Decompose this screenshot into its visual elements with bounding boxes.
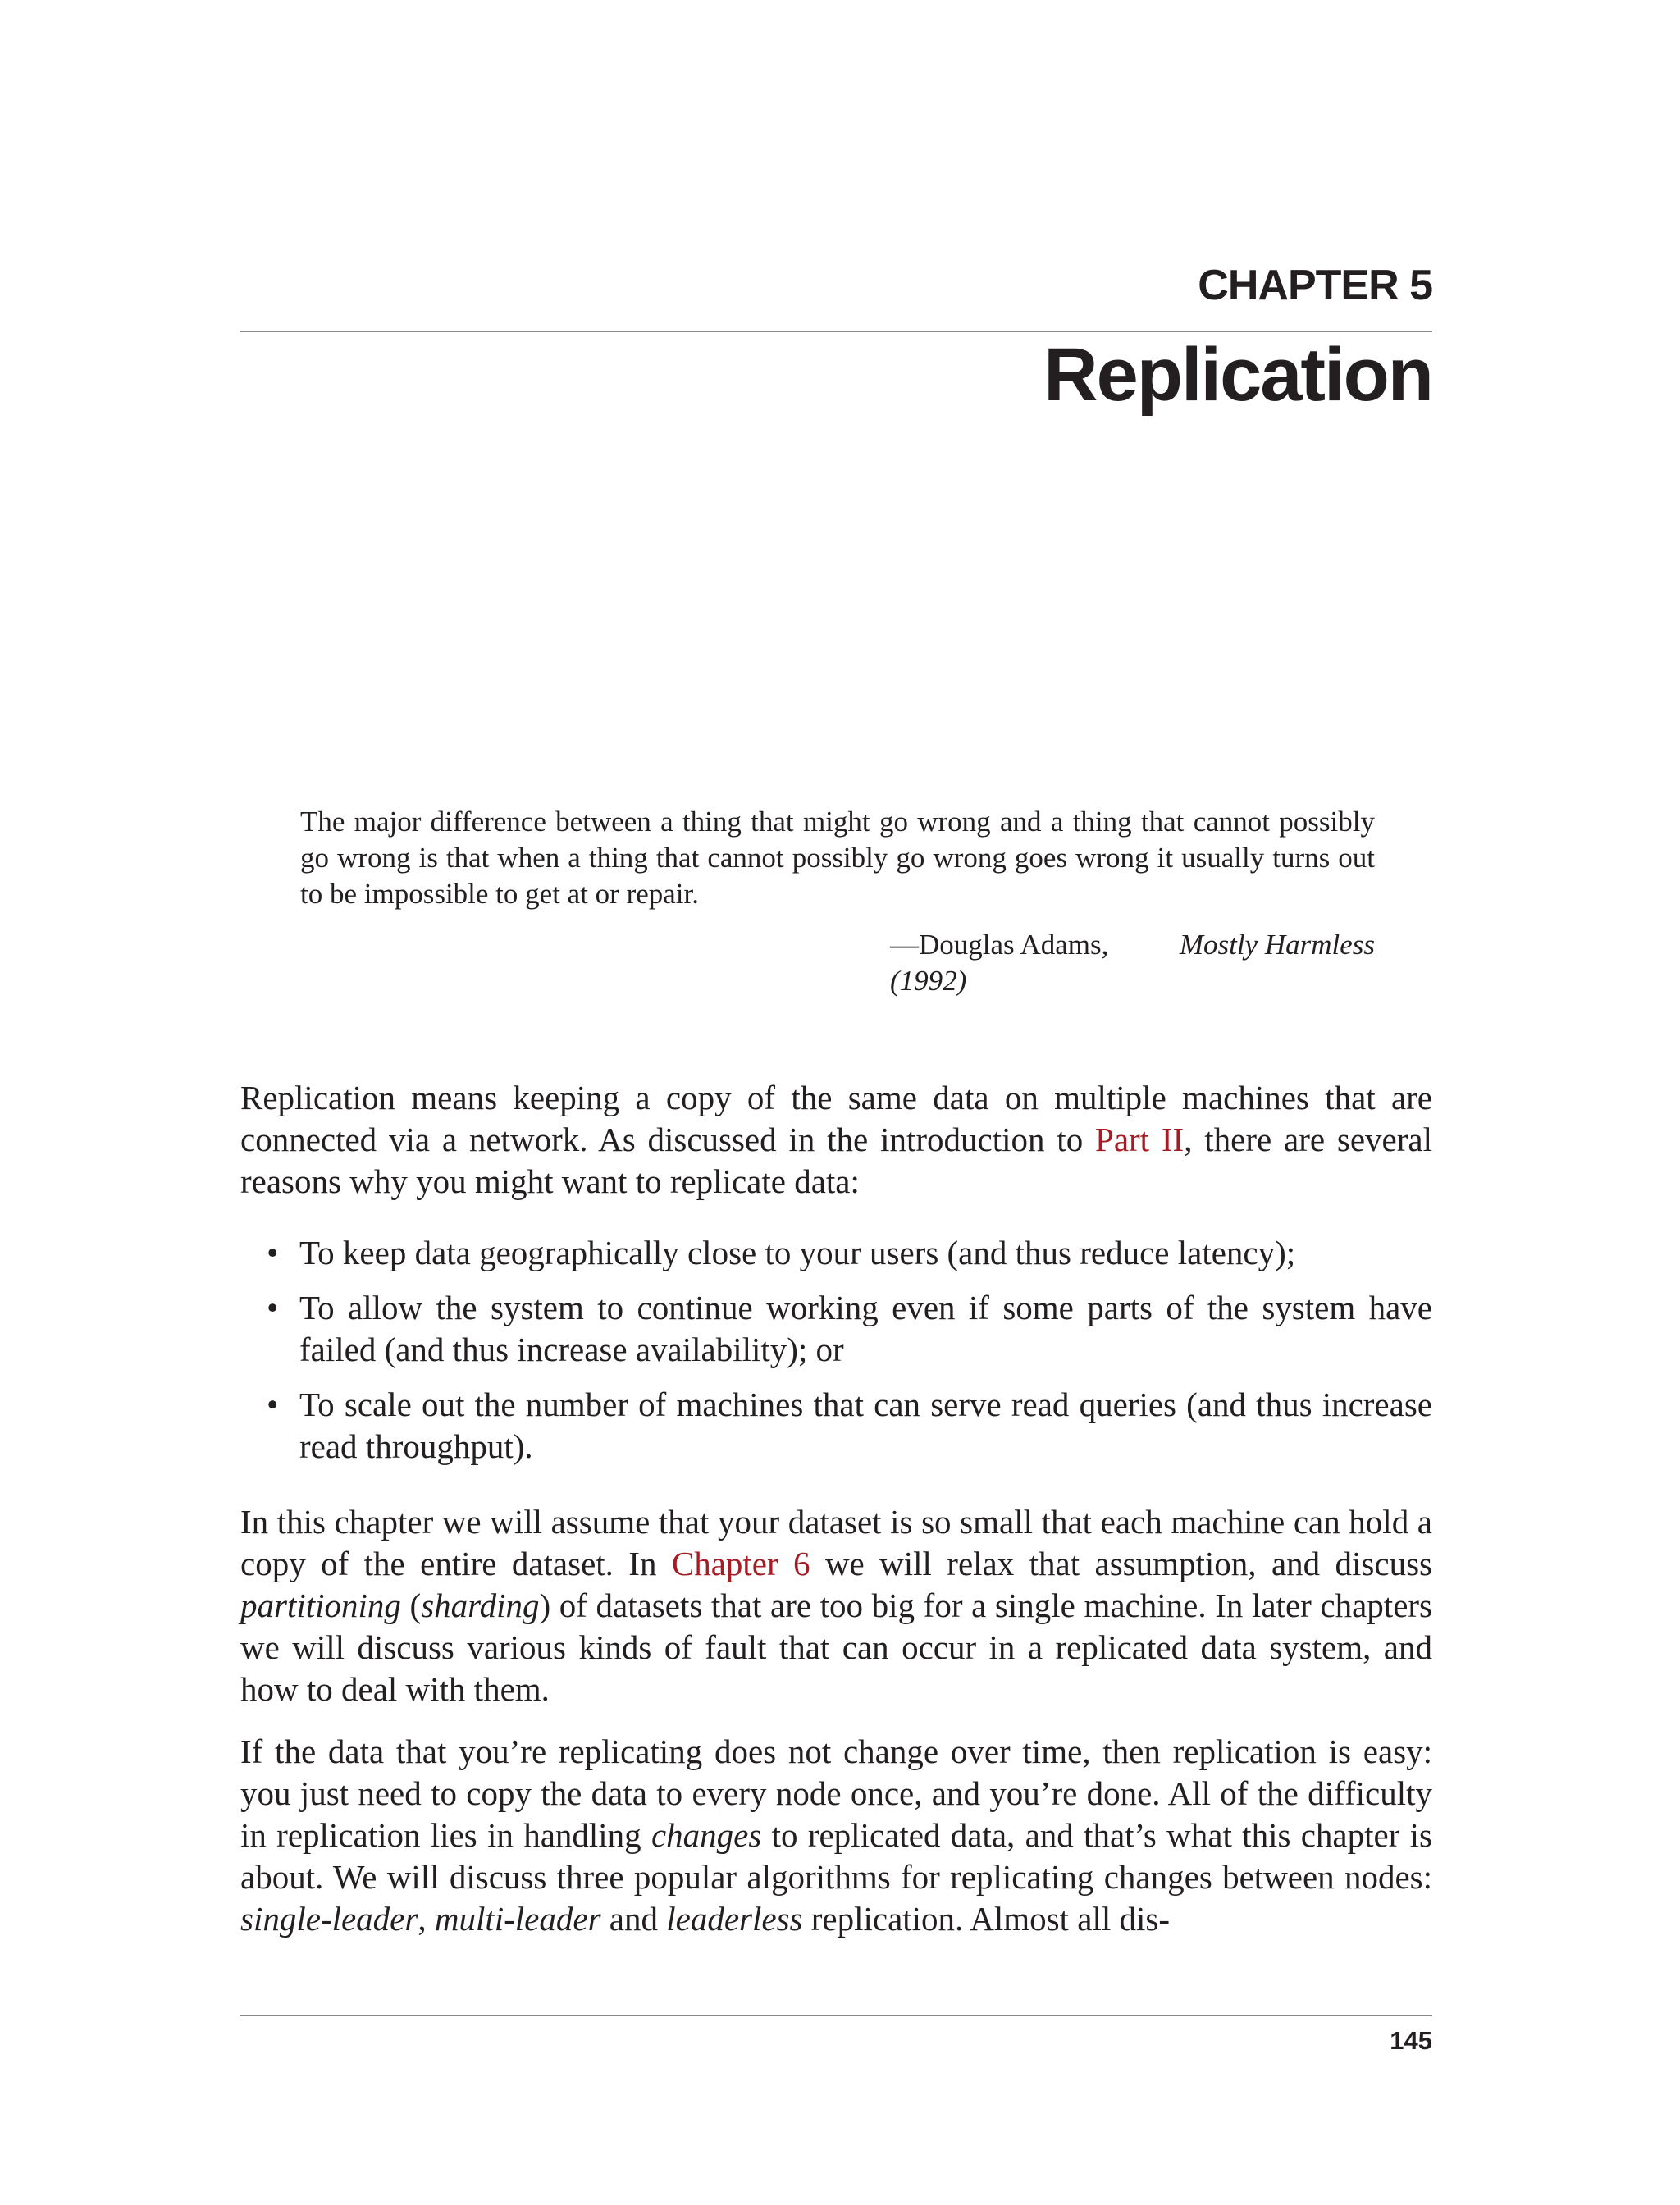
paragraph-assumption: In this chapter we will assume that your dataset is so small that each machine can hold a copy of the entire dataset. In Chapter 6 we will relax that assumption, and discuss partitioning (sharding) of datasets that are too big for a single machine. In later chapters we will discuss various kinds of fault that can occur in a replicated data system, and how to deal with them.	[240, 1503, 1432, 1708]
footer-rule	[240, 2015, 1432, 2016]
list-item: • To scale out the number of machines that can serve read queries (and thus increase read throughput).	[267, 1386, 1432, 1465]
list-item: • To allow the system to continue working even if some parts of the system have failed (and thus increase availability); or	[267, 1289, 1432, 1368]
attribution-year: (1992)	[890, 965, 967, 997]
epigraph-quote: The major difference between a thing that might go wrong and a thing that cannot possibly go wrong is that when a thing that cannot possibly go wrong goes wrong it usually turns out to be impossible to get at or repair.	[300, 806, 1375, 910]
reasons-list	[240, 1232, 1432, 1481]
bullet-icon: •	[267, 1234, 279, 1271]
attribution-author: —Douglas Adams,	[890, 929, 1109, 961]
chapter-label: CHAPTER 5	[1198, 262, 1432, 309]
chapter-6-link[interactable]: Chapter 6	[671, 1545, 810, 1582]
chapter-title: Replication	[1043, 333, 1432, 417]
paragraph-intro: Replication means keeping a copy of the same data on multiple machines that are connected via a network. As discussed in the introduction to Part II, there are several reasons why you might want to replicate data:	[240, 1079, 1432, 1200]
attribution-book: Mostly Harmless	[1179, 929, 1375, 961]
bullet-icon: •	[267, 1289, 279, 1326]
paragraph-changes: If the data that you’re replicating does not change over time, then replication is easy: you just need to copy the data to every node once, and you’re done. All of the difficulty in replication lies in handling changes to replicated data, and that’s what this chapter is about. We will discuss three popular algorithms for replicating changes between nodes: single-leader, multi-leader and leaderless replication. Almost all dis-	[240, 1732, 1432, 1938]
epigraph-attribution	[890, 927, 1375, 999]
list-item: • To keep data geographically close to your users (and thus reduce latency);	[240, 1232, 1432, 1274]
bullet-icon: •	[267, 1386, 279, 1423]
part-ii-link[interactable]: Part II	[1095, 1121, 1185, 1158]
page-number: 145	[1390, 2026, 1432, 2055]
